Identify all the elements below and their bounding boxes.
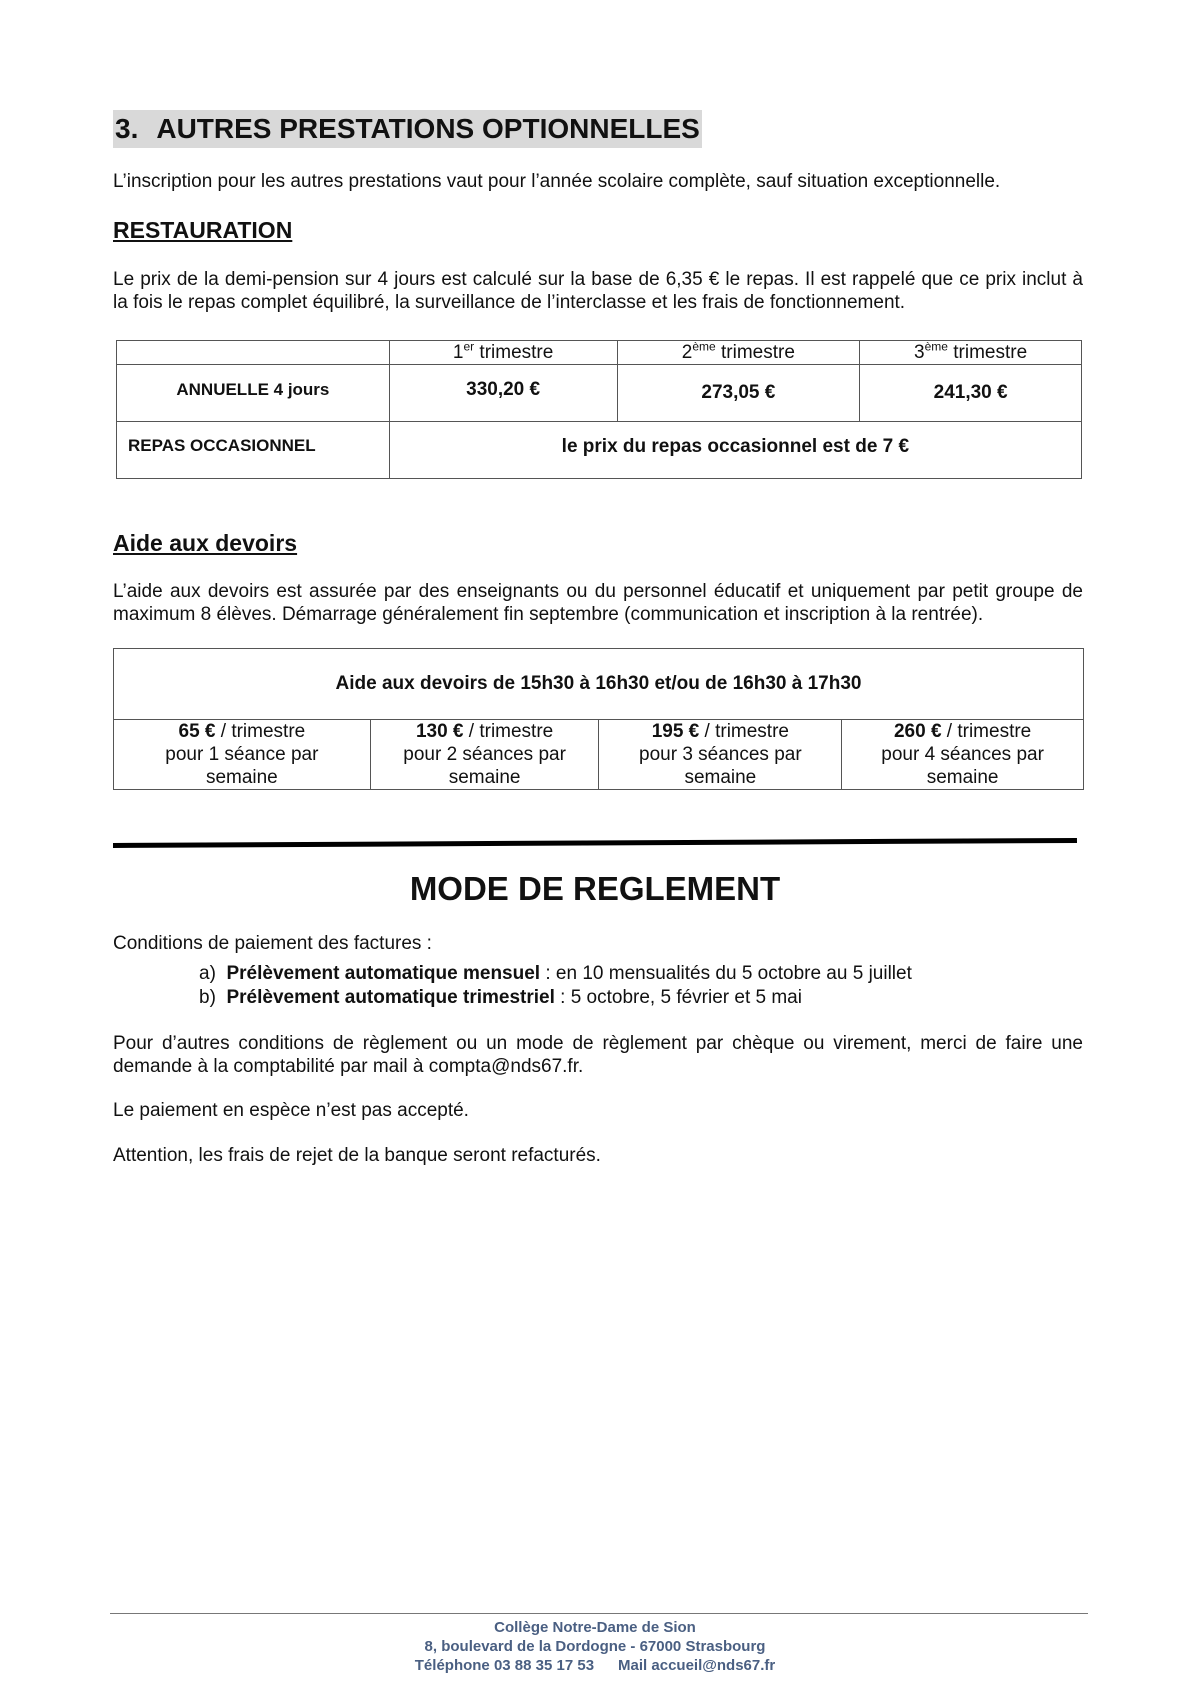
aide-options-row bbox=[114, 720, 1084, 790]
aide-title-row bbox=[114, 649, 1084, 720]
footer-school: Collège Notre-Dame de Sion bbox=[494, 1619, 696, 1636]
aide-option-2: 130 € / trimestre pour 2 séances par semaine bbox=[370, 720, 599, 790]
other-conditions: Pour d’autres conditions de règlement ou un mode de règlement par chèque ou virement, merci de faire une demande à la comptabilité par mail à compta@nds67.fr. bbox=[113, 1033, 1083, 1077]
rejection-fees-warning: Attention, les frais de rejet de la banque seront refacturés. bbox=[113, 1145, 601, 1166]
empty-header-cell bbox=[117, 341, 390, 365]
section-number: 3. bbox=[115, 113, 139, 144]
section-divider bbox=[113, 838, 1077, 848]
header-trimestre-3: 3ème trimestre bbox=[860, 341, 1082, 365]
repas-occasionnel-row bbox=[117, 422, 1082, 479]
aide-option-1: 65 € / trimestre pour 1 séance par semaine bbox=[114, 720, 371, 790]
annuelle-value-3: 241,30 € bbox=[860, 365, 1082, 422]
aide-paragraph: L’aide aux devoirs est assurée par des enseignants ou du personnel éducatif et uniquement par petit groupe de maximum 8 élèves. Démarrage généralement fin septembre (communication et inscription à la rentrée). bbox=[113, 581, 1083, 625]
section-intro: L’inscription pour les autres prestations vaut pour l’année scolaire complète, sauf situation exceptionnelle. bbox=[113, 171, 1001, 192]
reglement-intro: Conditions de paiement des factures : bbox=[113, 933, 432, 954]
aide-option-4: 260 € / trimestre pour 4 séances par semaine bbox=[842, 720, 1084, 790]
annuelle-value-1: 330,20 € bbox=[389, 365, 617, 422]
repas-occasionnel-value: le prix du repas occasionnel est de 7 € bbox=[389, 422, 1081, 479]
annuelle-value-2: 273,05 € bbox=[617, 365, 860, 422]
footer-address: 8, boulevard de la Dordogne - 67000 Strasbourg bbox=[424, 1638, 766, 1655]
annuelle-label: ANNUELLE 4 jours bbox=[117, 365, 390, 422]
section-title-text: AUTRES PRESTATIONS OPTIONNELLES bbox=[156, 113, 700, 144]
payment-option-quarterly: b) Prélèvement automatique trimestriel : 5 octobre, 5 février et 5 mai bbox=[199, 987, 802, 1008]
restauration-heading: RESTAURATION bbox=[113, 217, 293, 243]
section-title bbox=[113, 110, 702, 148]
repas-occasionnel-label: REPAS OCCASIONNEL bbox=[117, 422, 390, 479]
footer-phone: Téléphone 03 88 35 17 53 bbox=[414, 1657, 595, 1674]
restauration-paragraph: Le prix de la demi-pension sur 4 jours est calculé sur la base de 6,35 € le repas. Il est rappelé que ce prix inclut à la fois le repas complet équilibré, la surveillance de l’interclasse et les frais de fonctionnement. bbox=[113, 269, 1083, 313]
payment-option-monthly: a) Prélèvement automatique mensuel : en 10 mensualités du 5 octobre au 5 juillet bbox=[199, 963, 912, 984]
aide-heading: Aide aux devoirs bbox=[113, 530, 298, 556]
aide-table-title: Aide aux devoirs de 15h30 à 16h30 et/ou de 16h30 à 17h30 bbox=[114, 649, 1084, 720]
aide-option-3: 195 € / trimestre pour 3 séances par semaine bbox=[599, 720, 842, 790]
aide-table bbox=[113, 648, 1084, 790]
annuelle-row bbox=[117, 365, 1082, 422]
no-cash-notice: Le paiement en espèce n’est pas accepté. bbox=[113, 1100, 469, 1121]
reglement-title: MODE DE REGLEMENT bbox=[409, 870, 781, 907]
footer-mail: Mail accueil@nds67.fr bbox=[618, 1657, 776, 1674]
header-trimestre-2: 2ème trimestre bbox=[617, 341, 860, 365]
header-trimestre-1: 1er trimestre bbox=[389, 341, 617, 365]
restauration-header-row bbox=[117, 341, 1082, 365]
payment-options-list bbox=[199, 962, 912, 1010]
footer-contact bbox=[0, 1656, 1190, 1675]
footer-divider bbox=[110, 1613, 1088, 1614]
restauration-table bbox=[116, 340, 1082, 479]
